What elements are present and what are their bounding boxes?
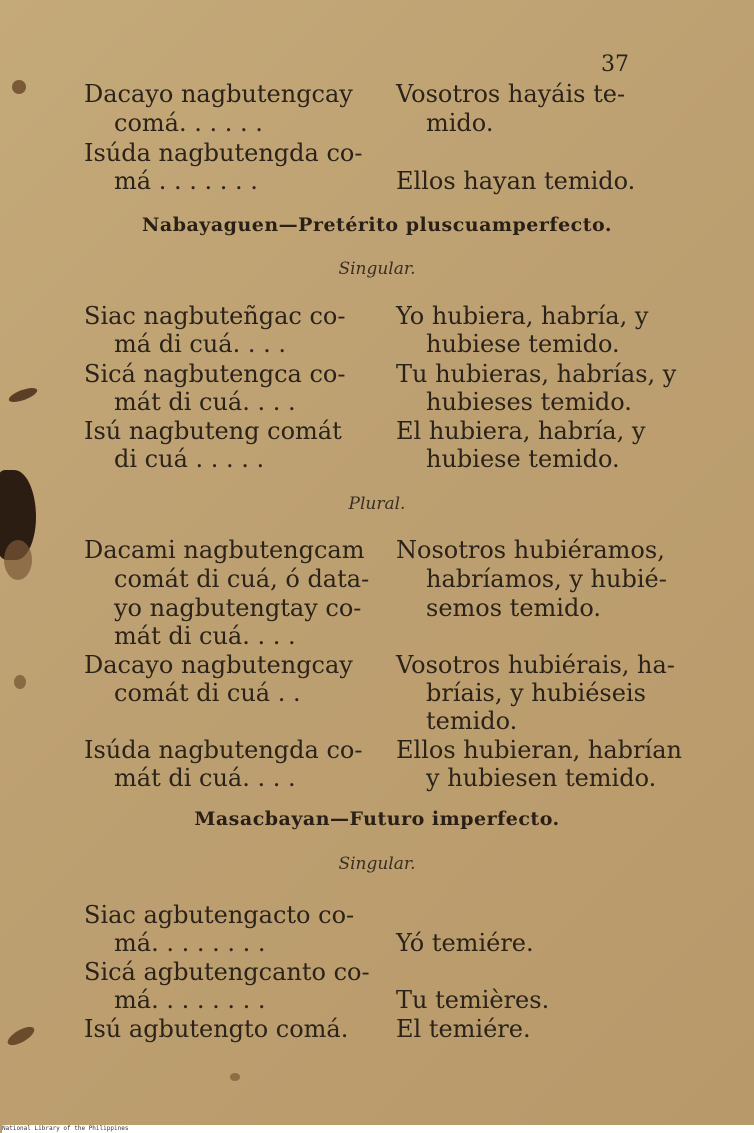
spanish-text-line: Vosotros hayáis te- bbox=[396, 80, 626, 108]
ilocano-text-line: má di cuá. . . . bbox=[114, 330, 286, 358]
ilocano-text-line: comát di cuá, ó data- bbox=[114, 565, 370, 593]
page-damage-stain bbox=[7, 385, 39, 405]
section-heading: Masacbayan—Futuro imperfecto. bbox=[194, 808, 560, 830]
ilocano-text-line: má. . . . . . . . bbox=[114, 929, 266, 957]
number-subheading: Singular. bbox=[338, 854, 416, 874]
ilocano-text-line: yo nagbutengtay co- bbox=[114, 594, 362, 622]
ilocano-text-line: Dacayo nagbutengcay bbox=[84, 80, 353, 108]
ilocano-text-line: Dacayo nagbutengcay bbox=[84, 651, 353, 679]
spanish-text-line: Vosotros hubiérais, ha- bbox=[396, 651, 675, 679]
library-credit: National Library of the Philippines bbox=[2, 1125, 754, 1133]
spanish-text-line: Yó temiére. bbox=[396, 929, 534, 957]
ilocano-text-line: mát di cuá. . . . bbox=[114, 764, 296, 792]
spanish-text-line: temido. bbox=[426, 707, 518, 735]
page-damage-stain bbox=[12, 80, 26, 94]
ilocano-text-line: Isú agbutengto comá. bbox=[84, 1015, 349, 1043]
spanish-text-line: hubieses temido. bbox=[426, 388, 632, 416]
spanish-text-line: Ellos hayan temido. bbox=[396, 167, 636, 195]
spanish-text-line: hubiese temido. bbox=[426, 445, 620, 473]
ilocano-text-line: má. . . . . . . . bbox=[114, 986, 266, 1014]
spanish-text-line: mido. bbox=[426, 109, 494, 137]
ilocano-text-line: Isúda nagbutengda co- bbox=[84, 139, 363, 167]
page-damage-stain bbox=[14, 675, 26, 689]
page-number: 37 bbox=[601, 52, 629, 77]
ilocano-text-line: comát di cuá . . bbox=[114, 679, 301, 707]
section-heading: Nabayaguen—Pretérito pluscuamperfecto. bbox=[142, 214, 612, 236]
ilocano-text-line: mát di cuá. . . . bbox=[114, 388, 296, 416]
spanish-text-line: hubiese temido. bbox=[426, 330, 620, 358]
ilocano-text-line: Isúda nagbutengda co- bbox=[84, 736, 363, 764]
ilocano-text-line: Isú nagbuteng comát bbox=[84, 417, 342, 445]
spanish-text-line: Tu temières. bbox=[396, 986, 550, 1014]
ilocano-text-line: Siac agbutengacto co- bbox=[84, 901, 355, 929]
spanish-text-line: semos temido. bbox=[426, 594, 601, 622]
ilocano-text-line: Sicá nagbutengca co- bbox=[84, 360, 346, 388]
ilocano-text-line: má . . . . . . . bbox=[114, 167, 258, 195]
ilocano-text-line: Sicá agbutengcanto co- bbox=[84, 958, 370, 986]
spanish-text-line: El temiére. bbox=[396, 1015, 531, 1043]
spanish-text-line: Ellos hubieran, habrían bbox=[396, 736, 682, 764]
spanish-text-line: Nosotros hubiéramos, bbox=[396, 536, 665, 564]
number-subheading: Singular. bbox=[338, 259, 416, 279]
number-subheading: Plural. bbox=[348, 494, 406, 514]
ilocano-text-line: Siac nagbuteñgac co- bbox=[84, 302, 346, 330]
spanish-text-line: El hubiera, habría, y bbox=[396, 417, 646, 445]
ilocano-text-line: di cuá . . . . . bbox=[114, 445, 265, 473]
spanish-text-line: bríais, y hubiéseis bbox=[426, 679, 646, 707]
page-damage-stain bbox=[230, 1073, 240, 1081]
ilocano-text-line: mát di cuá. . . . bbox=[114, 622, 296, 650]
spanish-text-line: Tu hubieras, habrías, y bbox=[396, 360, 677, 388]
page-damage-stain bbox=[5, 1023, 37, 1048]
ilocano-text-line: Dacami nagbutengcam bbox=[84, 536, 365, 564]
page-damage-stain bbox=[4, 540, 32, 580]
spanish-text-line: y hubiesen temido. bbox=[426, 764, 657, 792]
ilocano-text-line: comá. . . . . . bbox=[114, 109, 263, 137]
spanish-text-line: habríamos, y hubié- bbox=[426, 565, 667, 593]
spanish-text-line: Yo hubiera, habría, y bbox=[396, 302, 649, 330]
